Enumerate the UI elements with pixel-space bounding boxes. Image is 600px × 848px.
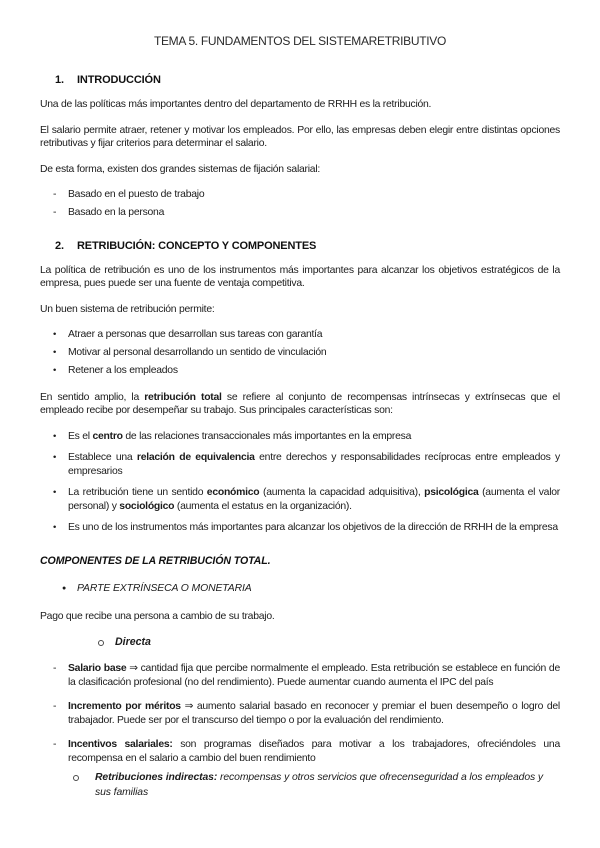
list-item — [40, 206, 560, 220]
text-run: ⇒ cantidad fija que percibe normalmente el empleado. Esta retribución se establece en función de la clasificación profesional (no del rendimiento). Puede aumentar cuando aumenta el IPC del país — [68, 663, 560, 688]
list-sistemas-fijacion — [40, 188, 560, 220]
list-item — [40, 430, 560, 444]
text-run: Es uno de los instrumentos más importantes para alcanzar los objetivos de la dirección de RRHH de la empresa — [68, 522, 558, 533]
section-heading-retribucion — [40, 240, 560, 252]
list-item-retribuciones-indirectas — [40, 770, 560, 800]
list-item — [40, 188, 560, 202]
bullet-icon — [53, 430, 56, 444]
dash-icon — [53, 188, 56, 202]
text-run: (aumenta el estatus en la organización). — [174, 500, 352, 512]
text-run-bold: psicológica — [424, 487, 479, 498]
paragraph-politica: La política de retribución es uno de los instrumentos más importantes para alcanzar los objetivos estratégicos de la empresa, pues puede ser una fuente de ventaja competitiva. — [40, 264, 560, 289]
text-run: entre derechos y responsabilidades recíprocas entre empleados y empresarios — [68, 452, 560, 477]
list-item-text: Motivar al personal desarrollando un sentido de vinculación — [68, 347, 327, 358]
list-item — [40, 346, 560, 360]
text-run: ⇒ aumento salarial basado en reconocer y premiar el buen desempeño o logro del trabajador. Puede ser por el transcurso del tiempo o por la evaluación del rendimiento. — [68, 701, 560, 726]
document-title: TEMA 5. FUNDAMENTOS DEL SISTEMARETRIBUTIVO — [153, 34, 447, 48]
text-run: se refiere al conjunto de recompensas intrínsecas y extrínsecas que el empleado recibe por desempeñar su trabajo. Sus principales características son: — [40, 391, 560, 416]
list-item — [40, 451, 560, 478]
dash-icon — [53, 738, 56, 752]
bullet-icon — [53, 346, 56, 360]
text-run-bold: Retribuciones indirectas: — [95, 771, 218, 783]
circle-icon — [98, 640, 104, 646]
list-item-parte-extrinseca — [40, 582, 560, 596]
text-run-bold: retribución total — [144, 391, 222, 403]
circle-icon — [73, 775, 79, 781]
text-run-bold: centro — [92, 430, 123, 442]
list-item — [40, 521, 560, 535]
list-item — [40, 328, 560, 342]
text-run: La retribución tiene un sentido — [68, 487, 207, 498]
text-run-bold: Salario base — [68, 663, 127, 674]
text-run: (aumenta la capacidad adquisitiva), — [259, 487, 425, 498]
list-item-text: Retener a los empleados — [68, 365, 178, 376]
text-run: (aumenta el valor personal) y — [68, 487, 560, 512]
text-run: de las relaciones transaccionales más importantes en la empresa — [122, 430, 412, 442]
paragraph-sistemas: De esta forma, existen dos grandes sistemas de fijación salarial: — [40, 163, 321, 175]
text-run-bold: relación de equivalencia — [136, 452, 255, 463]
list-item-text: Basado en la persona — [68, 207, 165, 218]
bullet-icon — [53, 364, 56, 378]
list-item — [40, 364, 560, 378]
paragraph-rrhh: Una de las políticas más importantes dentro del departamento de RRHH es la retribución. — [40, 99, 432, 110]
list-item — [40, 738, 560, 765]
bullet-icon — [53, 451, 56, 465]
text-run-bold: sociológico — [119, 500, 175, 512]
list-item-text: PARTE EXTRÍNSECA O MONETARIA — [77, 582, 252, 594]
list-item-text: Atraer a personas que desarrollan sus tareas con garantía — [68, 329, 323, 340]
list-item — [40, 700, 560, 727]
list-item — [40, 486, 560, 513]
list-caracteristicas — [40, 430, 560, 535]
paragraph-retribucion-total — [40, 391, 560, 418]
list-item-text: Basado en el puesto de trabajo — [68, 189, 205, 200]
section-heading-introduccion — [40, 74, 560, 86]
paragraph-pago: Pago que recibe una persona a cambio de su trabajo. — [40, 611, 275, 622]
heading-number: 1. — [55, 74, 64, 86]
bullet-icon — [62, 582, 66, 596]
list-item-text: Directa — [115, 635, 151, 648]
heading-label: RETRIBUCIÓN: CONCEPTO Y COMPONENTES — [77, 239, 317, 252]
text-run: son programas diseñados para motivar a los trabajadores, ofreciéndoles una recompensa en el salario a cambio del buen rendimiento — [68, 739, 560, 764]
bullet-icon — [53, 521, 56, 535]
list-sistema-permite — [40, 328, 560, 378]
list-item — [40, 662, 560, 689]
dash-icon — [53, 206, 56, 220]
text-run-bold: Incremento por méritos — [68, 701, 181, 712]
bullet-icon — [53, 486, 56, 500]
paragraph-salario: El salario permite atraer, retener y motivar los empleados. Por ello, las empresas deben elegir entre distintas opciones retributivas y fijar criterios para determinar el salario. — [40, 124, 560, 149]
text-run: Es el — [68, 430, 93, 442]
text-run-bold: Incentivos salariales: — [68, 739, 173, 750]
subsection-heading-componentes: COMPONENTES DE LA RETRIBUCIÓN TOTAL. — [40, 554, 271, 567]
text-run-bold: económico — [206, 487, 260, 498]
heading-label: INTRODUCCIÓN — [77, 74, 161, 86]
text-run: recompensas y otros servicios que ofrecenseguridad a los empleados y sus familias — [95, 771, 543, 798]
list-item-directa — [40, 636, 560, 650]
dash-icon — [53, 700, 56, 714]
dash-icon — [53, 662, 56, 676]
list-retribucion-directa — [40, 662, 560, 800]
heading-number: 2. — [55, 239, 64, 252]
text-run: Establece una — [68, 452, 137, 463]
bullet-icon — [53, 328, 56, 342]
text-run: En sentido amplio, la — [40, 391, 145, 403]
paragraph-buen-sistema: Un buen sistema de retribución permite: — [40, 303, 215, 315]
